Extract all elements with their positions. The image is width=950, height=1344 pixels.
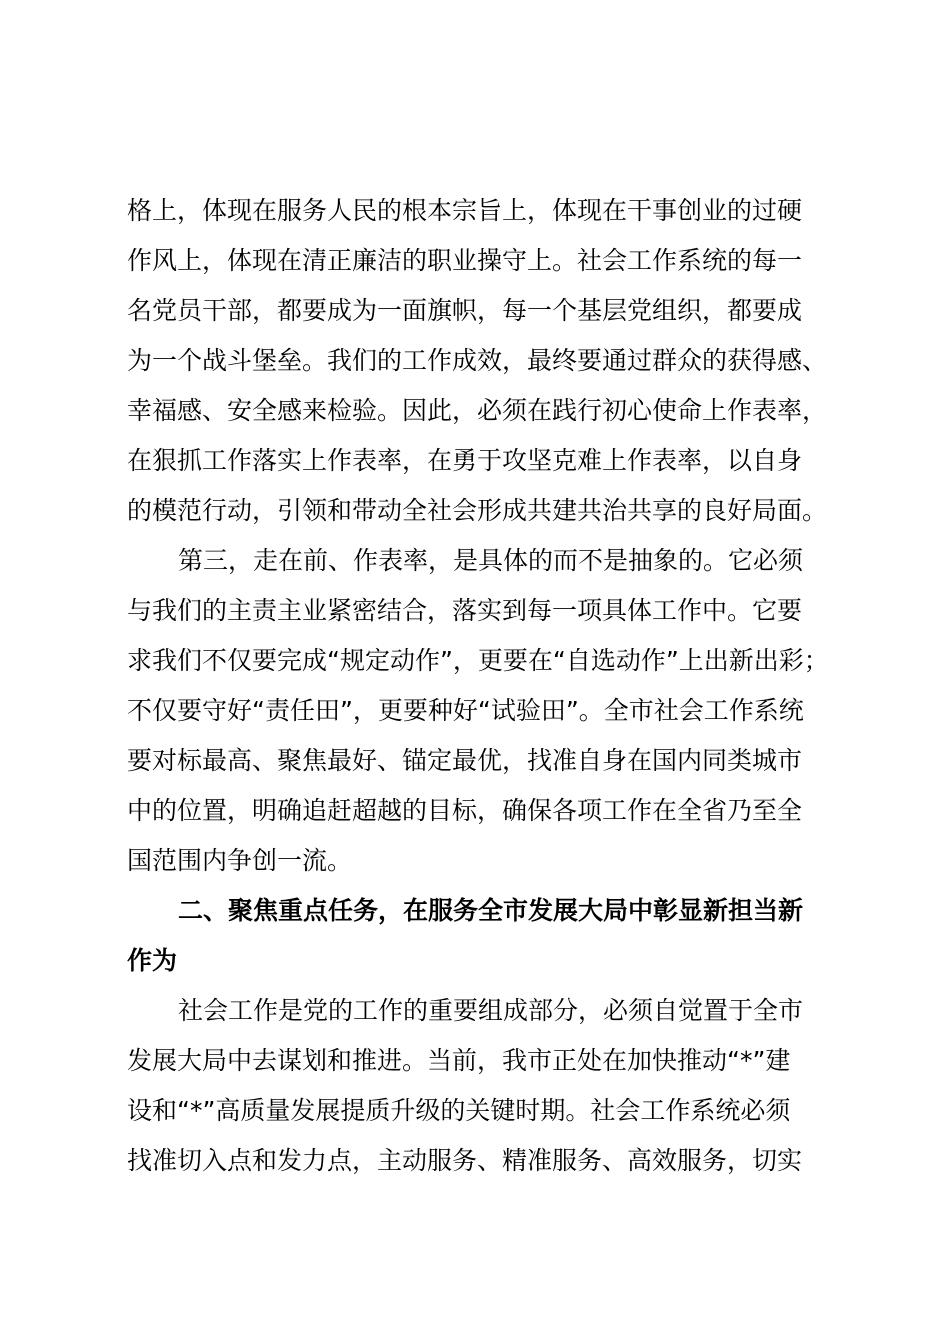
paragraph-line: 的模范行动，引领和带动全社会形成共建共治共享的良好局面。: [127, 496, 828, 525]
paragraph-line: 发展大局中去谋划和推进。当前，我市正处在加快推动“*”建: [127, 1046, 791, 1075]
section-heading-line: 作为: [127, 946, 178, 975]
paragraph-line: 幸福感、安全感来检验。因此，必须在践行初心使命上作表率，: [127, 396, 828, 425]
paragraph-line: 作风上，体现在清正廉洁的职业操守上。社会工作系统的每一: [127, 246, 803, 275]
paragraph-line: 国范围内争创一流。: [127, 846, 353, 875]
paragraph-line: 要对标最高、聚焦最好、锚定最优，找准自身在国内同类城市: [127, 746, 803, 775]
paragraph-line: 不仅要守好“责任田”，更要种好“试验田”。全市社会工作系统: [127, 696, 804, 725]
paragraph-line: 设和“*”高质量发展提质升级的关键时期。社会工作系统必须: [127, 1096, 791, 1125]
paragraph-line: 名党员干部，都要成为一面旗帜，每一个基层党组织，都要成: [127, 296, 803, 325]
paragraph-line: 在狠抓工作落实上作表率，在勇于攻坚克难上作表率，以自身: [127, 446, 803, 475]
paragraph-line: 中的位置，明确追赶超越的目标，确保各项工作在全省乃至全: [127, 796, 803, 825]
paragraph-line: 找准切入点和发力点，主动服务、精准服务、高效服务，切实: [127, 1146, 803, 1175]
section-heading-line: 二、聚焦重点任务，在服务全市发展大局中彰显新担当新: [178, 896, 804, 925]
paragraph-line: 与我们的主责主业紧密结合，落实到每一项具体工作中。它要: [127, 596, 803, 625]
paragraph-line: 求我们不仅要完成“规定动作”，更要在“自选动作”上出新出彩；: [127, 646, 829, 675]
paragraph-line: 为一个战斗堡垒。我们的工作成效，最终要通过群众的获得感、: [127, 346, 828, 375]
paragraph-line: 社会工作是党的工作的重要组成部分，必须自觉置于全市: [178, 996, 804, 1025]
paragraph-line: 第三，走在前、作表率，是具体的而不是抽象的。它必须: [178, 546, 804, 575]
paragraph-line: 格上，体现在服务人民的根本宗旨上，体现在干事创业的过硬: [127, 196, 803, 225]
